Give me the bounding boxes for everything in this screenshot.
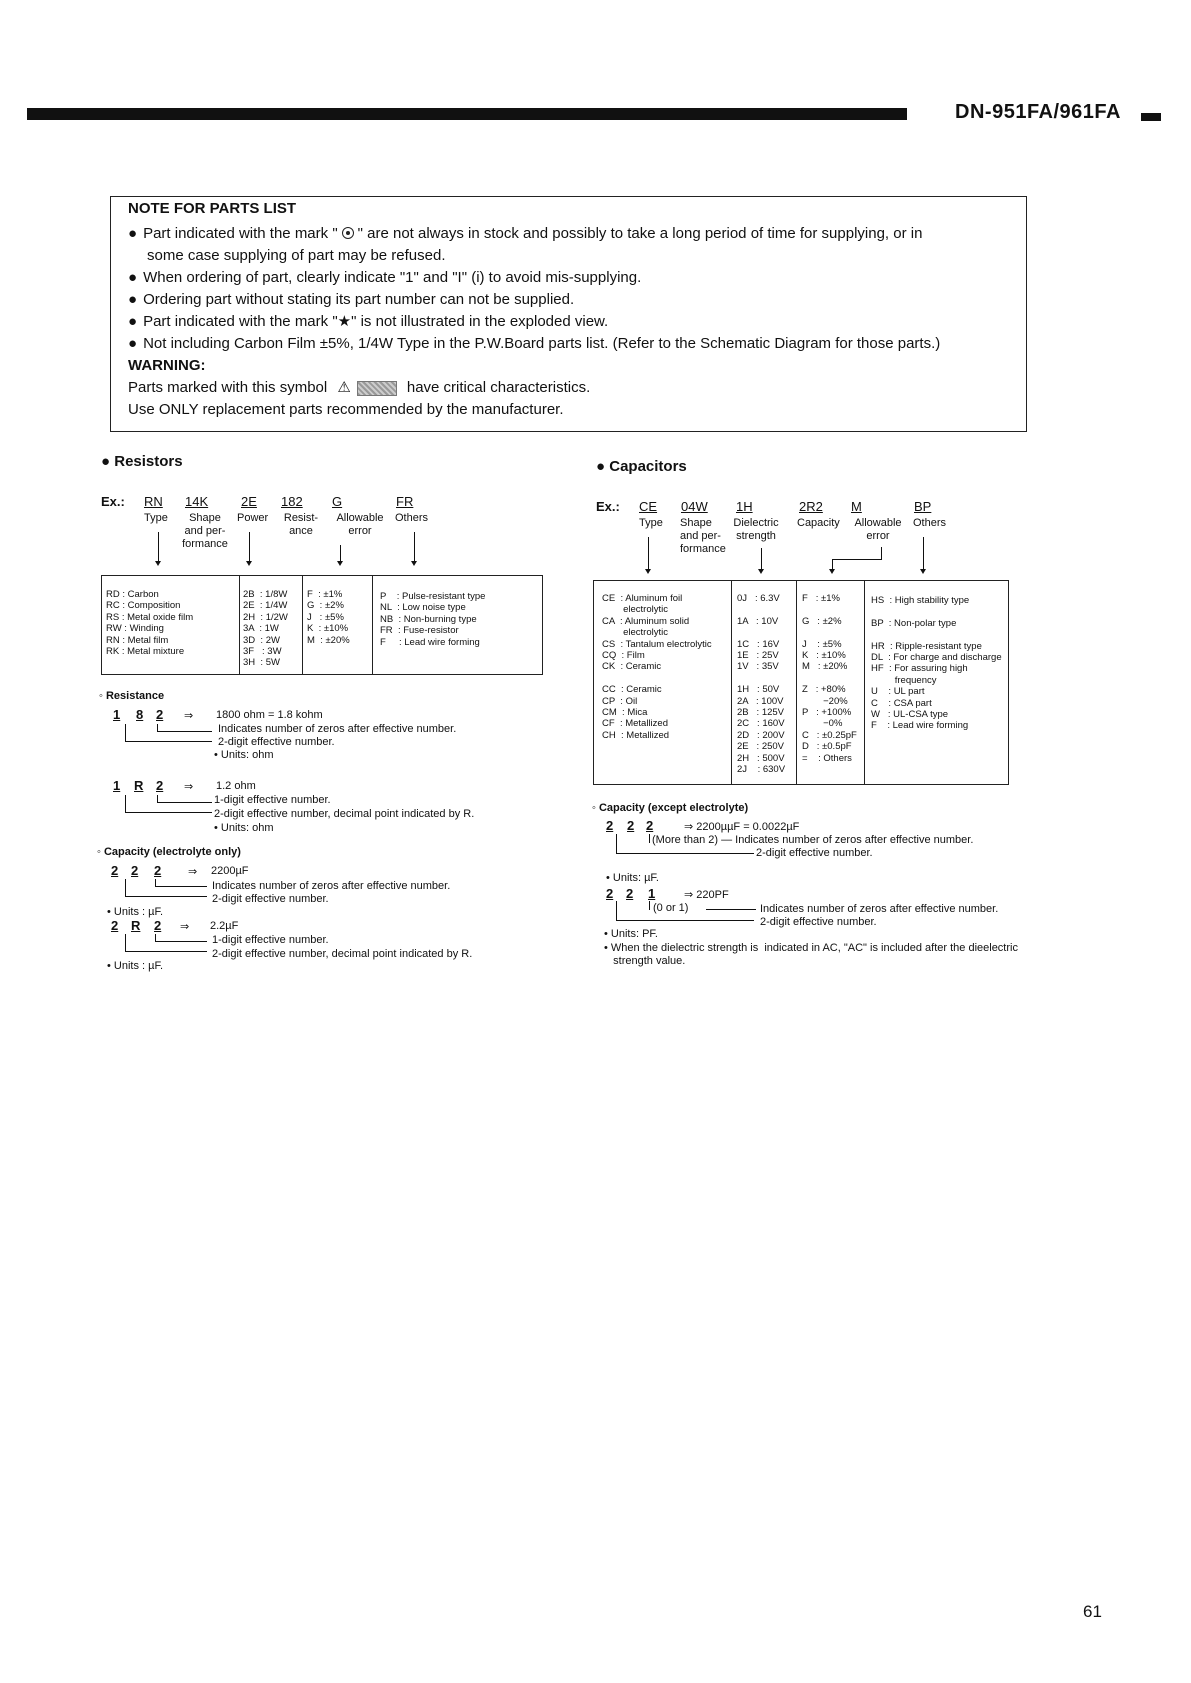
digit: 8	[136, 707, 144, 722]
capacity-units: • Units: µF.	[606, 872, 659, 884]
capacitor-others-column: HS : High stability type BP : Non-polar type HR : Ripple-resistant type DL : For charge and discharge HF : For assuring high frequency U : UL part C : CSA part W : UL-CSA type F : Lead wire forming	[871, 595, 1002, 732]
digit: R	[131, 918, 141, 933]
digit: 2	[156, 707, 164, 722]
header-rule	[27, 108, 907, 120]
implies-arrow-icon: ⇒	[184, 781, 194, 793]
arrow-down-icon	[761, 548, 762, 570]
digit: 2	[154, 918, 162, 933]
capacity-note: (More than 2) — Indicates number of zeros after effective number.	[652, 834, 974, 846]
digit: 2	[646, 818, 654, 833]
ac-note: • When the dielectric strength is indicated in AC, "AC" is included after the dieelectric strength value.	[604, 942, 1018, 967]
digit: 2	[111, 863, 119, 878]
capacitor-label-others: Others	[913, 517, 947, 529]
digit: 2	[154, 863, 162, 878]
resistance-note: 1-digit effective number.	[214, 794, 331, 806]
resistor-code-power: 2E	[241, 494, 257, 509]
resistor-error-column: F : ±1% G : ±2% J : ±5% K : ±10% M : ±20%	[307, 589, 350, 646]
arrow-down-icon	[414, 532, 415, 562]
capacitor-label-capacity: Capacity	[797, 517, 840, 529]
resistor-label-shape: Shape and per- formance	[182, 512, 228, 550]
note-item: ● Part indicated with the mark " " are not always in stock and possibly to take a long period of time for supplying, or in	[128, 225, 923, 242]
resistance-note: Indicates number of zeros after effective number.	[218, 723, 457, 735]
resistor-code-type: RN	[144, 494, 163, 509]
digit: 2	[156, 778, 164, 793]
resistors-title: ● Resistors	[101, 453, 183, 470]
warning-triangle-icon: ⚠	[337, 379, 351, 396]
arrow-down-icon	[923, 537, 924, 570]
resistance-result: 1800 ohm = 1.8 kohm	[216, 709, 323, 721]
capacity-range: (0 or 1)	[653, 902, 689, 914]
capacity-units: • Units: PF.	[604, 928, 658, 940]
capacity-note: 2-digit effective number.	[760, 916, 877, 928]
note-item: ● When ordering of part, clearly indicate "1" and "I" (i) to avoid mis-supplying.	[128, 269, 642, 286]
resistance-note: 2-digit effective number, decimal point indicated by R.	[214, 808, 475, 820]
digit: 2	[131, 863, 139, 878]
arrow-down-icon	[158, 532, 159, 562]
note-box	[110, 196, 1027, 432]
warning-title: WARNING:	[128, 357, 206, 374]
resistor-power-column: 2B : 1/8W 2E : 1/4W 2H : 1/2W 3A : 1W 3D : 2W 3F : 3W 3H : 5W	[243, 589, 288, 669]
resistor-code-error: G	[332, 494, 343, 509]
resistance-result: 1.2 ohm	[216, 780, 256, 792]
capacitor-code-capacity: 2R2	[799, 499, 823, 514]
model-title: DN-951FA/961FA	[955, 101, 1121, 123]
digit: 2	[626, 886, 634, 901]
resistance-title: ◦ Resistance	[99, 690, 165, 702]
note-item-text: Part indicated with the mark "	[143, 225, 338, 242]
resistor-label-error: Allowable error	[336, 512, 384, 537]
resistance-note: 2-digit effective number.	[218, 736, 335, 748]
capacitor-code-table	[593, 580, 1009, 785]
capacitor-type-column: CE : Aluminum foil electrolytic CA : Aluminum solid electrolytic CS : Tantalum electrolytic CQ : Film CK : Ceramic CC : Ceramic CP : Oil CM : Mica CF : Metallized CH : Metallized	[602, 593, 712, 741]
digit: 1	[113, 707, 121, 722]
capacity-except-title: ◦ Capacity (except electrolyte)	[592, 802, 749, 814]
implies-arrow-icon: ⇒	[184, 710, 194, 722]
capacitor-label-error: Allowable error	[854, 517, 902, 542]
capacity-result: ⇒ 220PF	[684, 889, 729, 901]
page-number: 61	[1083, 1602, 1102, 1621]
capacitor-ex-label: Ex.:	[596, 499, 620, 514]
note-title: NOTE FOR PARTS LIST	[128, 200, 297, 217]
digit: R	[134, 778, 144, 793]
note-item: ● Not including Carbon Film ±5%, 1/4W Type in the P.W.Board parts list. (Refer to the Schematic Diagram for those parts.)	[128, 335, 941, 352]
capacity-note: 2-digit effective number.	[212, 893, 329, 905]
capacitor-label-shape: Shape and per- formance	[680, 517, 726, 555]
capacitors-title: ● Capacitors	[596, 458, 687, 475]
long-supply-mark-icon	[342, 227, 354, 239]
resistance-units: • Units: ohm	[214, 822, 274, 834]
capacity-units: • Units : µF.	[107, 960, 164, 972]
capacity-note: 1-digit effective number.	[212, 934, 329, 946]
implies-arrow-icon: ⇒	[180, 921, 190, 933]
resistor-code-shape: 14K	[185, 494, 209, 509]
capacitor-code-dielectric: 1H	[736, 499, 753, 514]
warning-line: Parts marked with this symbol ⚠ have critical characteristics.	[128, 379, 591, 396]
arrow-down-icon	[832, 559, 833, 570]
note-item: ● Ordering part without stating its part number can not be supplied.	[128, 291, 575, 308]
capacitor-code-others: BP	[914, 499, 932, 514]
capacity-note: 2-digit effective number.	[756, 847, 873, 859]
resistor-type-column: RD : Carbon RC : Composition RS : Metal oxide film RW : Winding RN : Metal film RK : Metal mixture	[106, 589, 194, 658]
resistor-label-others: Others	[395, 512, 429, 524]
resistance-units: • Units: ohm	[214, 749, 274, 761]
implies-arrow-icon: ⇒	[188, 866, 198, 878]
capacitor-voltage-column: 0J : 6.3V 1A : 10V 1C : 16V 1E : 25V 1V : 35V 1H : 50V 2A : 100V 2B : 125V 2C : 160V 2D : 200V 2E : 250V 2H : 500V 2J : 630V	[737, 593, 786, 776]
header-end-mark	[1141, 113, 1161, 121]
capacity-electrolyte-title: ◦ Capacity (electrolyte only)	[97, 846, 241, 858]
capacitor-error-column: F : ±1% G : ±2% J : ±5% K : ±10% M : ±20% Z : +80% −20% P : +100% −0% C : ±0.25pF D : ±0.5pF = : Others	[802, 593, 857, 764]
capacitor-label-dielectric: Dielectric strength	[733, 517, 779, 542]
digit: 1	[113, 778, 121, 793]
resistor-label-type: Type	[144, 512, 168, 524]
digit: 2	[606, 818, 614, 833]
digit: 2	[627, 818, 635, 833]
resistor-code-others: FR	[396, 494, 414, 509]
arrow-down-icon	[249, 532, 250, 562]
arrow-down-icon	[648, 537, 649, 570]
capacity-result: 2.2µF	[210, 920, 239, 932]
capacity-result: ⇒ 2200µµF = 0.0022µF	[684, 821, 800, 833]
note-item: ● Part indicated with the mark "★" is not illustrated in the exploded view.	[128, 313, 609, 330]
note-item-continuation: some case supplying of part may be refused.	[147, 247, 446, 264]
digit: 1	[648, 886, 656, 901]
resistor-label-power: Power	[237, 512, 269, 524]
capacitor-code-shape: 04W	[681, 499, 708, 514]
capacity-units: • Units : µF.	[107, 906, 164, 918]
capacitor-label-type: Type	[639, 517, 663, 529]
capacity-note: 2-digit effective number, decimal point indicated by R.	[212, 948, 473, 960]
resistor-ex-label: Ex.:	[101, 494, 125, 509]
arrow-down-icon	[340, 545, 341, 562]
resistor-code-table	[101, 575, 543, 675]
capacitor-code-type: CE	[639, 499, 658, 514]
capacitor-code-error: M	[851, 499, 862, 514]
digit: 2	[606, 886, 614, 901]
gray-shade-mark-icon	[357, 381, 397, 396]
warning-line: Use ONLY replacement parts recommended by the manufacturer.	[128, 401, 564, 418]
digit: 2	[111, 918, 119, 933]
capacity-note: Indicates number of zeros after effective number.	[212, 880, 451, 892]
capacity-result: 2200µF	[211, 865, 249, 877]
note-item-text: " are not always in stock and possibly to take a long period of time for supplying, or in	[357, 225, 923, 242]
resistor-label-resistance: Resist- ance	[283, 512, 319, 537]
resistor-code-resistance: 182	[281, 494, 303, 509]
capacity-note: Indicates number of zeros after effective number.	[760, 903, 999, 915]
resistor-others-column: P : Pulse-resistant type NL : Low noise type NB : Non-burning type FR : Fuse-resistor F : Lead wire forming	[380, 591, 486, 648]
